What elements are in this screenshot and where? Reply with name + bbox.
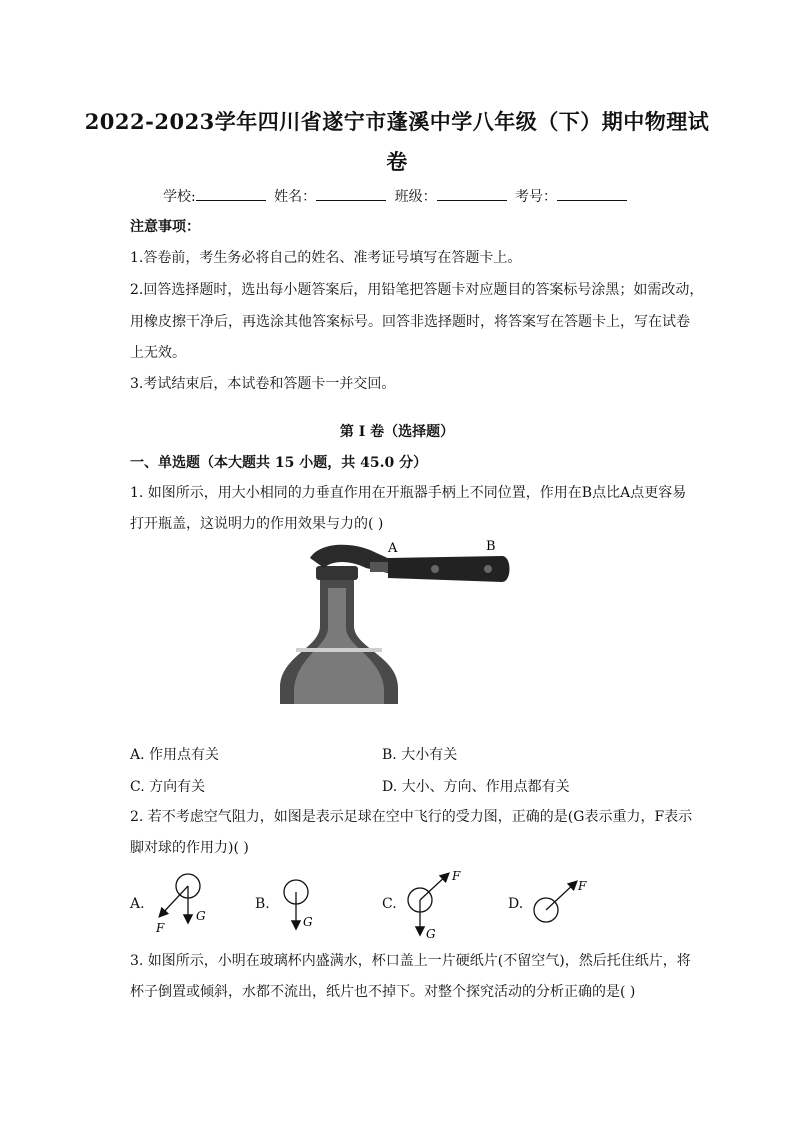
q1-option-a[interactable]: A. 作用点有关 <box>130 747 220 763</box>
class-blank[interactable] <box>437 188 507 201</box>
g-label: G <box>303 915 313 929</box>
notice-item: 2.回答选择题时，选出每小题答案后，用铅笔把答题卡对应题目的答案标号涂黑；如需改动， <box>130 282 704 298</box>
question-2-line2: 脚对球的作用力)( ) <box>130 840 249 856</box>
diagram-a <box>155 874 206 935</box>
notice-heading: 注意事项： <box>130 219 200 235</box>
name-label: 姓名： <box>274 189 317 205</box>
q1-option-c[interactable]: C. 方向有关 <box>130 779 206 795</box>
question-1-line1: 1. 如图所示，用大小相同的力垂直作用在开瓶器手柄上不同位置，作用在B点比A点更容易 <box>130 485 687 501</box>
section-type-heading: 一、单选题（本大题共 15 小题，共 45.0 分） <box>130 455 428 471</box>
notice-item: 上无效。 <box>130 345 186 361</box>
q2-option-a-letter[interactable]: A. <box>130 896 145 912</box>
student-info <box>0 186 794 206</box>
section-part-title: 第 I 卷（选择题） <box>339 424 455 440</box>
q1-option-b[interactable]: B. 大小有关 <box>382 747 458 763</box>
diagram-b <box>284 880 313 929</box>
q2-force-diagrams <box>140 864 600 944</box>
point-a-label: A <box>388 541 398 556</box>
exam-title-line1: 2022-2023学年四川省遂宁市蓬溪中学八年级（下）期中物理试 <box>84 109 710 134</box>
g-label: G <box>426 927 436 941</box>
f-label: F <box>578 879 587 893</box>
question-3-line1: 3. 如图所示，小明在玻璃杯内盛满水，杯口盖上一片硬纸片(不留空气)，然后托住纸片，将 <box>130 953 691 969</box>
number-label: 考号： <box>515 189 558 205</box>
notice-item: 用橡皮擦干净后，再选涂其他答案标号。回答非选择题时，将答案写在答题卡上，写在试卷 <box>130 314 690 330</box>
number-blank[interactable] <box>557 188 627 201</box>
f-label: F <box>452 869 461 883</box>
question-3-line2: 杯子倒置或倾斜，水都不流出，纸片也不掉下。对整个探究活动的分析正确的是( ) <box>130 984 636 1000</box>
q1-option-d[interactable]: D. 大小、方向、作用点都有关 <box>382 779 570 795</box>
f-label: F <box>156 921 165 935</box>
point-b-label: B <box>486 539 496 554</box>
school-label: 学校: <box>162 189 196 205</box>
question-1-line2: 打开瓶盖，这说明力的作用效果与力的( ) <box>130 516 384 532</box>
q2-option-d-letter[interactable]: D. <box>508 896 524 912</box>
notice-item: 1.答卷前，考生务必将自己的姓名、准考证号填写在答题卡上。 <box>130 250 522 266</box>
diagram-d <box>534 879 587 922</box>
bottle-opener-figure <box>280 538 520 704</box>
class-label: 班级： <box>394 189 437 205</box>
g-label: G <box>196 909 206 923</box>
name-blank[interactable] <box>316 188 386 201</box>
diagram-c <box>408 869 461 941</box>
school-blank[interactable] <box>196 188 266 201</box>
q2-option-b-letter[interactable]: B. <box>255 896 270 912</box>
exam-title-line2: 卷 <box>386 149 408 174</box>
notice-item: 3.考试结束后，本试卷和答题卡一并交回。 <box>130 376 396 392</box>
question-2-line1: 2. 若不考虑空气阻力，如图是表示足球在空中飞行的受力图，正确的是(G表示重力，F表示 <box>130 809 693 825</box>
q2-option-c-letter[interactable]: C. <box>382 896 397 912</box>
